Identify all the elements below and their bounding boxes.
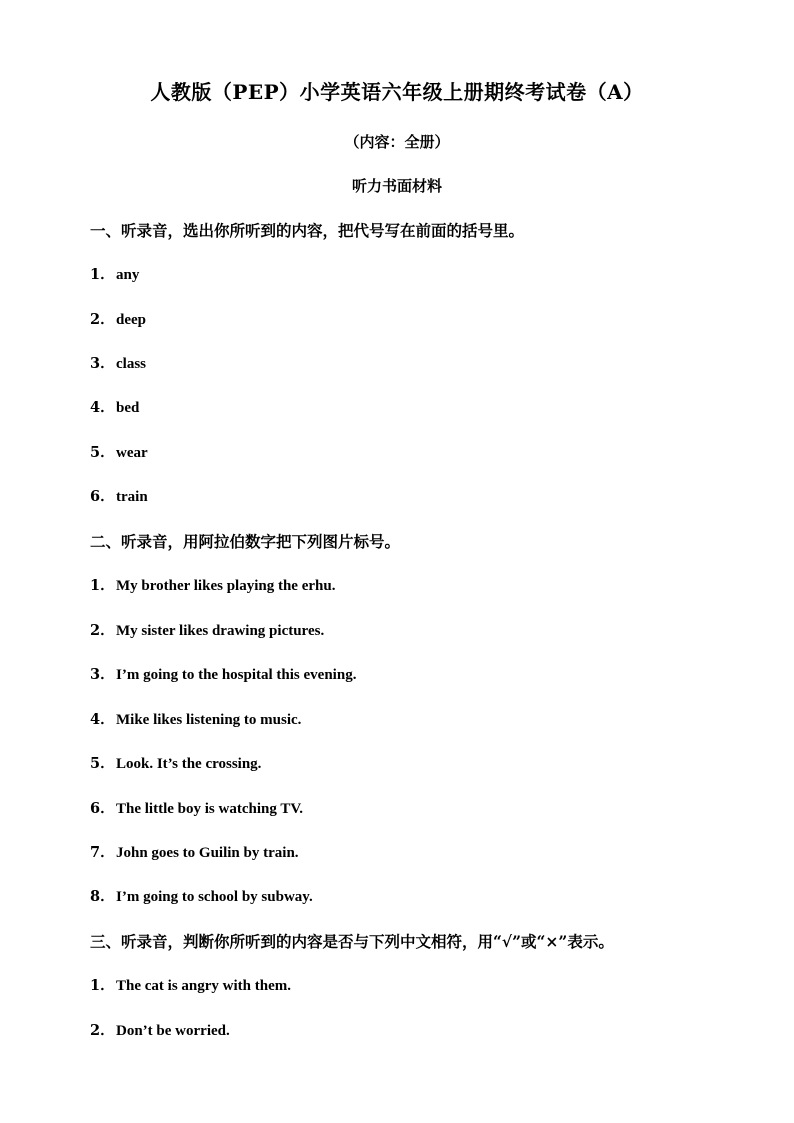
list-item xyxy=(90,487,148,507)
item-number: 6． xyxy=(90,488,115,505)
list-item xyxy=(90,576,335,596)
item-number: 5． xyxy=(90,444,115,461)
item-number: 4． xyxy=(90,711,115,728)
list-item xyxy=(90,887,313,907)
list-item xyxy=(90,976,291,996)
list-item xyxy=(90,443,148,463)
item-text: class xyxy=(116,356,146,372)
list-item xyxy=(90,799,303,819)
item-text: My brother likes playing the erhu. xyxy=(116,578,336,594)
item-text: John goes to Guilin by train. xyxy=(116,845,299,861)
list-item xyxy=(90,354,146,374)
item-text: train xyxy=(116,489,148,505)
item-text: The little boy is watching TV. xyxy=(116,801,303,817)
section-3-heading: 三、听录音，判断你所听到的内容是否与下列中文相符，用“√”或“×”表示。 xyxy=(90,932,614,951)
section-2-heading: 二、听录音，用阿拉伯数字把下列图片标号。 xyxy=(90,532,401,551)
list-item xyxy=(90,398,139,418)
section-label: 听力书面材料 xyxy=(351,177,442,195)
item-number: 8． xyxy=(90,888,115,905)
item-text: Mike likes listening to music. xyxy=(116,712,302,728)
list-item xyxy=(90,621,324,641)
list-item xyxy=(90,710,301,730)
item-text: deep xyxy=(116,312,146,328)
list-item xyxy=(90,310,146,330)
item-text: any xyxy=(116,267,140,283)
item-text: wear xyxy=(116,445,148,461)
item-text: The cat is angry with them. xyxy=(116,978,291,994)
item-number: 3． xyxy=(90,666,115,683)
item-text: My sister likes drawing pictures. xyxy=(116,623,325,639)
page-title: 人教版（PEP）小学英语六年级上册期终考试卷（A） xyxy=(150,80,644,104)
list-item xyxy=(90,665,356,685)
item-number: 6． xyxy=(90,800,115,817)
item-text: bed xyxy=(116,400,140,416)
item-number: 3． xyxy=(90,355,115,372)
page-subtitle: （内容：全册） xyxy=(344,133,450,151)
item-number: 7． xyxy=(90,844,115,861)
item-number: 1． xyxy=(90,266,115,283)
item-text: I’m going to school by subway. xyxy=(116,889,313,905)
list-item xyxy=(90,1021,230,1041)
item-text: Look. It’s the crossing. xyxy=(116,756,262,772)
item-text: Don’t be worried. xyxy=(116,1023,230,1039)
item-text: I’m going to the hospital this evening. xyxy=(116,667,357,683)
item-number: 1． xyxy=(90,577,115,594)
item-number: 2． xyxy=(90,622,115,639)
list-item xyxy=(90,265,139,285)
item-number: 5． xyxy=(90,755,115,772)
section-1-heading: 一、听录音，选出你所听到的内容，把代号写在前面的括号里。 xyxy=(90,221,525,240)
list-item xyxy=(90,754,261,774)
item-number: 2． xyxy=(90,311,115,328)
item-number: 1． xyxy=(90,977,115,994)
item-number: 4． xyxy=(90,399,115,416)
item-number: 2． xyxy=(90,1022,115,1039)
list-item xyxy=(90,843,299,863)
